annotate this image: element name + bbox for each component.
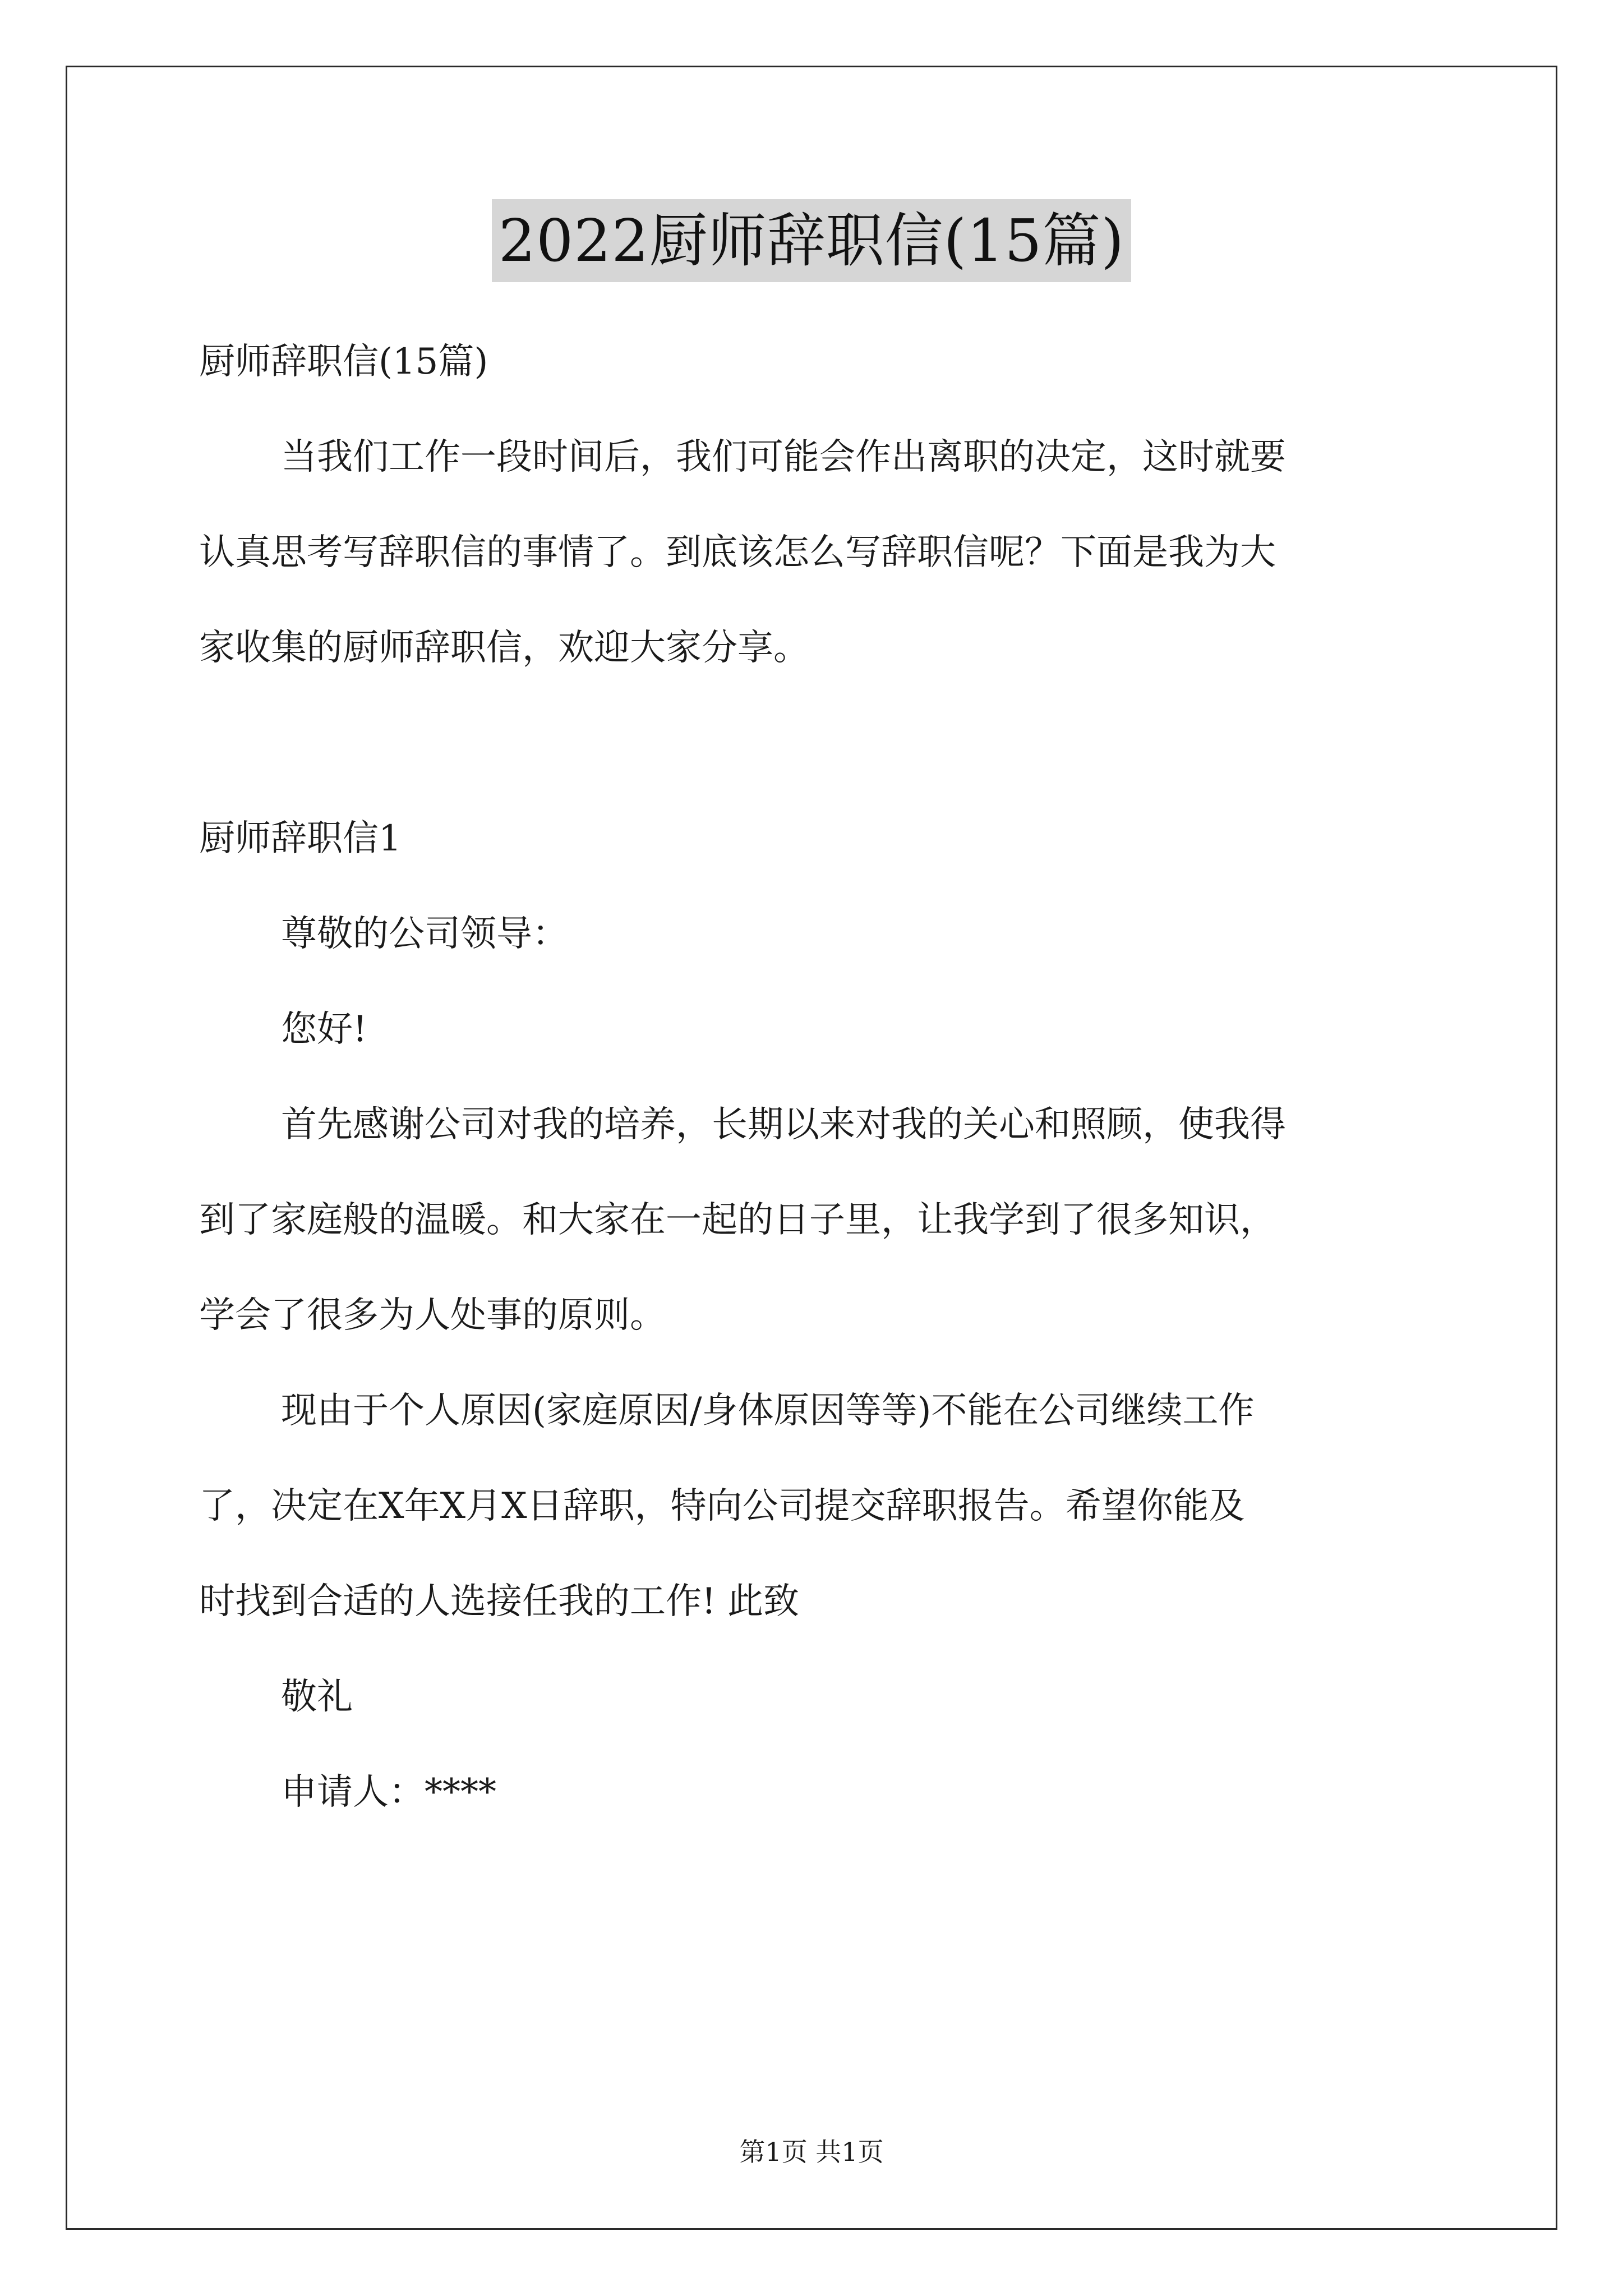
subtitle: 厨师辞职信(15篇): [199, 341, 488, 383]
letter-salutation: 尊敬的公司领导：: [281, 913, 568, 955]
page-footer: 第1页 共1页: [739, 2137, 884, 2167]
intro-line: 认真思考写辞职信的事情了。到底该怎么写辞职信呢？下面是我为大: [199, 532, 1276, 573]
letter-paragraph-line: 到了家庭般的温暖。和大家在一起的日子里，让我学到了很多知识，: [199, 1199, 1276, 1241]
title-container: [0, 199, 1623, 282]
letter-paragraph-line: 现由于个人原因(家庭原因/身体原因等等)不能在公司继续工作: [281, 1390, 1255, 1432]
document-body: [199, 314, 1433, 1840]
intro-line: 当我们工作一段时间后，我们可能会作出离职的决定，这时就要: [281, 436, 1286, 478]
letter-paragraph-line: 时找到合适的人选接任我的工作! 此致: [199, 1581, 800, 1622]
letter-closing: 敬礼: [281, 1676, 353, 1718]
section-heading: 厨师辞职信1: [199, 818, 402, 859]
letter-paragraph-line: 学会了很多为人处事的原则。: [199, 1295, 666, 1336]
letter-paragraph-line: 了，决定在X年X月X日辞职，特向公司提交辞职报告。希望你能及: [199, 1485, 1245, 1527]
letter-signature: 申请人：****: [281, 1772, 496, 1813]
document-title: 2022厨师辞职信(15篇): [492, 199, 1131, 282]
blank-line: [199, 696, 1433, 791]
letter-greeting: 您好!: [281, 1009, 367, 1050]
letter-paragraph-line: 首先感谢公司对我的培养，长期以来对我的关心和照顾，使我得: [281, 1104, 1286, 1145]
intro-line: 家收集的厨师辞职信，欢迎大家分享。: [199, 627, 809, 669]
